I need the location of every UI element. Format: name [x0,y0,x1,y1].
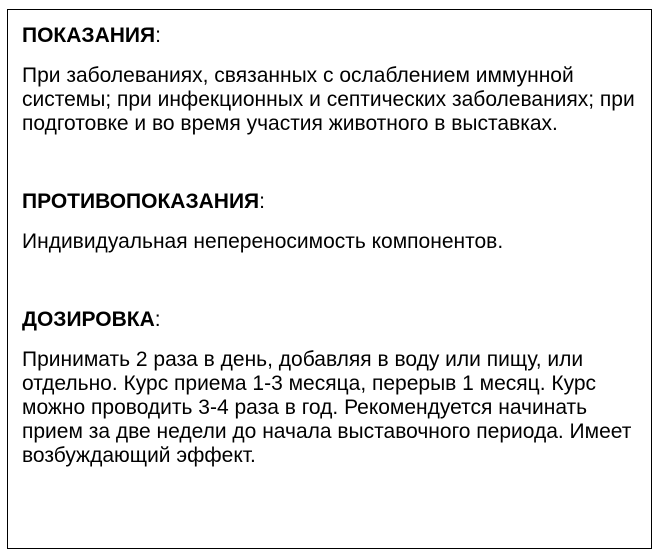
section-indications [22,24,652,136]
dosage-heading [22,308,652,332]
indications-heading-label: ПОКАЗАНИЯ [22,24,156,47]
indications-heading [22,24,652,48]
contraindications-heading-label: ПРОТИВОПОКАЗАНИЯ [22,190,260,213]
section-contraindications [22,190,652,254]
contraindications-text: Индивидуальная непереносимость компонентов. [22,230,504,253]
info-content [22,24,652,468]
dosage-heading-colon: : [154,308,161,331]
indications-text: При заболеваниях, связанных с ослаблением иммунной системы; при инфекционных и септических заболеваниях; при подготовке и во время участия животного в выставках. [22,64,635,135]
contraindications-heading [22,190,652,214]
section-dosage [22,308,652,468]
dosage-heading-label: ДОЗИРОВКА [22,308,155,331]
contraindications-heading-colon: : [259,190,265,213]
dosage-text: Принимать 2 раза в день, добавляя в воду или пищу, или отдельно. Курс приема 1-3 месяца, перерыв 1 месяц. Курс можно проводить 3-4 раза в год. Рекомендуется начинать прием за две недели до начала выставочного периода. Имеет возбуждающий эффект. [22,348,632,467]
info-box [7,9,652,549]
indications-heading-colon: : [155,24,161,47]
